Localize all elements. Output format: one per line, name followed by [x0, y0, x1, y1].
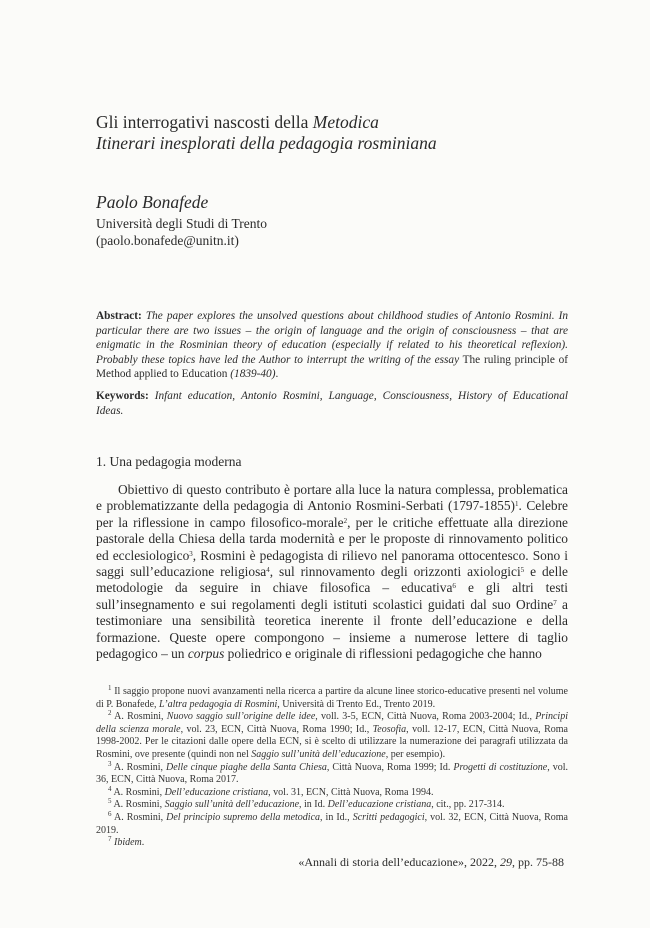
footer-pages: , pp. 75-88	[512, 855, 564, 869]
footnote-italic: Nuovo saggio sull’origine delle idee	[166, 711, 316, 723]
footnote-text: , per esempio).	[385, 748, 446, 760]
body-text-segment: a testimoniare una sensibilità teoretica inerente il fronte dell’educazione e della formazione. Queste opere compongono – insieme a numerose lettere di taglio pedagogico – un	[96, 596, 568, 662]
body-paragraph	[96, 482, 568, 662]
footnote-italic: L’altra pedagogia di Rosmini	[159, 698, 278, 710]
footnote-number: 2	[108, 709, 112, 718]
journal-citation-footer	[298, 855, 564, 869]
article-title	[96, 112, 566, 133]
body-text-segment: . Celebre per la riflessione in campo filosofico-morale	[96, 498, 568, 530]
footnote-ref[interactable]: 5	[520, 566, 525, 575]
abstract	[96, 309, 568, 382]
footnote-text: , voll. 3-5, ECN, Città Nuova, Roma 2003-2004; Id.,	[315, 711, 536, 723]
body-text-segment: e gli altri testi sull’insegnamento e sui regolamenti degli istituti scolastici guidati dal suo Ordine	[96, 580, 568, 612]
footnote-number: 7	[108, 835, 112, 844]
abstract-roman-text: The ruling principle of Method applied to Education	[96, 353, 568, 380]
footnotes	[96, 686, 568, 850]
footer-text: «Annali di storia dell’educazione», 2022,	[298, 855, 500, 869]
footnote-italic: Saggio sull’unità dell’educazione	[251, 748, 386, 760]
body-italic-word: corpus	[187, 646, 225, 662]
footnote-1	[96, 686, 568, 711]
footnote-3	[96, 759, 568, 787]
footnote-text: .	[141, 837, 145, 849]
footnote-ref[interactable]: 6	[452, 582, 456, 591]
article-subtitle: Itinerari inesplorati della pedagogia rosminiana	[96, 133, 437, 153]
footnote-italic: Saggio sull’unità dell’educazione	[164, 799, 300, 811]
footnote-number: 4	[108, 784, 112, 793]
footnote-ref[interactable]: 2	[343, 516, 348, 525]
footnote-number: 6	[108, 809, 112, 818]
title-italic-word: Metodica	[312, 112, 379, 132]
keywords-label: Keywords:	[96, 390, 149, 402]
section-heading: 1. Una pedagogia moderna	[96, 454, 242, 469]
footnote-ref[interactable]: 7	[553, 598, 557, 607]
footnote-text: , vol. 32, ECN, Città Nuova, Roma 2019.	[96, 811, 568, 836]
body-text-segment: , Rosmini è pedagogista di rilievo nel panorama ottocentesco. Sono i saggi sull’educazione religiosa	[96, 547, 569, 580]
footnote-text: A. Rosmini,	[111, 811, 167, 823]
footnote-5	[96, 799, 568, 812]
footnote-italic: Dell’educazione cristiana	[164, 786, 269, 798]
keywords-text: Infant education, Antonio Rosmini, Language, Consciousness, History of Educational Ideas.	[96, 390, 568, 417]
footnote-ref[interactable]: 1	[515, 500, 519, 509]
footnote-text: A. Rosmini,	[111, 786, 165, 798]
keywords	[96, 389, 568, 418]
footnote-text: , in Id.,	[320, 811, 353, 823]
footnote-italic: Principi della scienza morale	[96, 711, 568, 735]
footnote-text: , vol. 36, ECN, Città Nuova, Roma 2017.	[96, 761, 568, 786]
footnote-italic: Delle cinque piaghe della Santa Chiesa	[165, 761, 327, 773]
footnote-4	[96, 784, 568, 800]
footnote-ref[interactable]: 4	[266, 566, 270, 575]
body-text-segment: poliedrico e originale di riflessioni pedagogiche che hanno	[224, 646, 542, 662]
footnote-text: , cit., pp. 217-314.	[431, 799, 505, 811]
author-affiliation: Università degli Studi di Trento	[96, 216, 268, 231]
footnote-ref[interactable]: 3	[189, 549, 193, 558]
body-text-segment: e delle metodologie da seguire in chiave filosofica – educativa	[96, 564, 568, 596]
footnote-italic: Dell’educazione cristiana	[327, 799, 432, 811]
footnote-text: , vol. 23, ECN, Città Nuova, Roma 1990; Id.,	[180, 723, 373, 735]
footnote-text: A. Rosmini,	[111, 799, 165, 811]
body-text-segment: Obiettivo di questo contributo è portare alla luce la natura complessa, problematica e problematizzante della pedagogia di Antonio Rosmini-Serbati (1797-1855)	[96, 482, 568, 514]
footnote-text: , Città Nuova, Roma 1999; Id.	[326, 761, 454, 773]
body-text-segment: , per le critiche effettuate alla direzione pastorale della Chiesa della tarda modernità e per le proposte di rinnovamento politico ed ecclesiologico	[96, 514, 568, 563]
paragraph	[96, 482, 568, 662]
abstract-label: Abstract:	[96, 310, 142, 322]
footnote-2	[96, 711, 568, 761]
author-block	[96, 192, 566, 249]
footnote-italic: Del principio supremo della metodica	[166, 811, 321, 823]
abstract-italic-text: The paper explores the unsolved questions about childhood studies of Antonio Rosmini. In particular there are two issues – the origin of language and the origin of consciousness – that are enigmatic in the Rosminian theory of education (especially if related to his theoretical reflexion). Probably these topics have led the Author to interrupt the writing of the essay	[96, 310, 569, 366]
footnote-italic: Scritti pedagogici	[352, 811, 425, 823]
footnote-7	[96, 837, 568, 850]
abstract-end: .	[275, 368, 279, 380]
footnote-number: 3	[108, 759, 112, 768]
footer-volume: 29	[500, 855, 512, 869]
footnote-italic: Teosofia	[372, 723, 407, 735]
author-email: (paolo.bonafede@unitn.it)	[96, 233, 239, 248]
body-text-segment: , sul rinnovamento degli orizzonti axiologici	[269, 564, 521, 580]
footnote-text: A. Rosmini,	[111, 711, 167, 723]
title-block	[96, 112, 566, 154]
author-name: Paolo Bonafede	[96, 192, 209, 212]
footnote-6	[96, 809, 568, 837]
footnote-text: , Università di Trento Ed., Trento 2019.	[277, 698, 436, 710]
footnote-number: 1	[108, 684, 112, 692]
footnote-text: , in Id.	[299, 799, 328, 811]
footnote-number: 5	[108, 797, 112, 806]
footnote-text: Il saggio propone nuovi avanzamenti nella ricerca a partire da alcune linee storico-educative presenti nel volume di P. Bonafede,	[96, 686, 568, 710]
footnote-italic: Progetti di costituzione	[453, 761, 548, 773]
abstract-years: (1839-40)	[230, 368, 276, 380]
footnote-text: , voll. 12-17, ECN, Città Nuova, Roma 1998-2002. Per le citazioni dalle opere della ECN, si è scelto di utilizzare la numerazione dei paragrafi utilizzata da Rosmini, ove presente (quindi non nel	[96, 723, 568, 760]
footnote-italic: Ibidem	[114, 837, 142, 849]
footnote-text: A. Rosmini,	[111, 761, 166, 773]
footnote-text: , vol. 31, ECN, Città Nuova, Roma 1994.	[268, 786, 434, 798]
title-text: Gli interrogativi nascosti della	[96, 112, 313, 132]
